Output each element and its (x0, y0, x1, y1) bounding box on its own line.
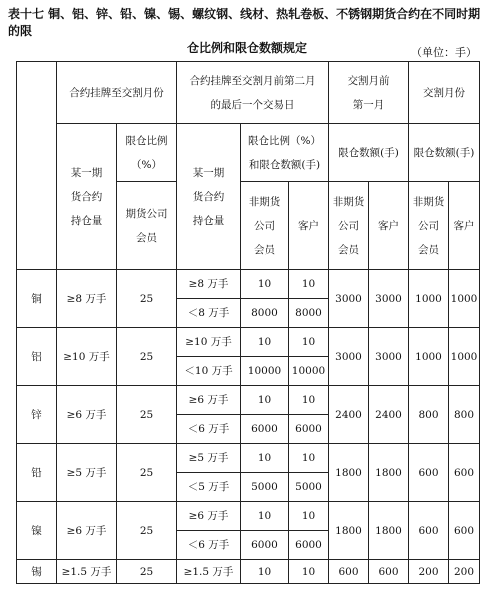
header-client-2: 客户 (369, 182, 409, 270)
title-line-1: 表十七 铜、铝、锌、铅、镍、锡、螺纹钢、线材、热轧卷板、不锈钢期货合约在不同时期的限 (8, 7, 481, 38)
metal-cell: 锌 (17, 386, 57, 444)
threshold-cell: ≥6 万手 (57, 386, 117, 444)
threshold-cell: ≥6 万手 (57, 502, 117, 560)
threshold-cell: ≥1.5 万手 (57, 560, 117, 584)
table-row (17, 328, 480, 357)
limit-value-cell: 10 (241, 444, 289, 473)
table-row (17, 502, 480, 531)
header-ratio: 限仓比例 （%） (117, 124, 177, 182)
limit-value-cell: 10 (289, 328, 329, 357)
metal-cell: 锡 (17, 560, 57, 584)
limit-value-cell: 10 (289, 270, 329, 299)
ratio-cell: 25 (117, 328, 177, 386)
header-ratio-and-limit: 限仓比例（%） 和限仓数额(手) (241, 124, 329, 182)
header-delivery-month: 交割月份 (409, 62, 480, 124)
delivery-month-non-futures: 800 (409, 386, 449, 444)
limit-value-cell: 10000 (241, 357, 289, 386)
ratio-cell: 25 (117, 386, 177, 444)
delivery-month-non-futures: 200 (409, 560, 449, 584)
delivery-month-client: 1000 (449, 328, 480, 386)
limit-value-cell: 10000 (289, 357, 329, 386)
before-month-client: 1800 (369, 502, 409, 560)
limit-value-cell: 10 (289, 444, 329, 473)
position-limit-table (16, 61, 480, 584)
delivery-month-non-futures: 600 (409, 444, 449, 502)
ratio-cell: 25 (117, 270, 177, 328)
ratio-cell: 25 (117, 560, 177, 584)
header-open-interest-2: 某一期 货合约 持仓量 (177, 124, 241, 270)
limit-value-cell: 8000 (241, 299, 289, 328)
delivery-month-client: 600 (449, 444, 480, 502)
limit-value-cell: 8000 (289, 299, 329, 328)
limit-value-cell: 10 (241, 270, 289, 299)
delivery-month-non-futures: 1000 (409, 328, 449, 386)
header-non-futures-member-3: 非期货 公司 会员 (409, 182, 449, 270)
sub-threshold-cell: ＜10 万手 (177, 357, 241, 386)
limit-value-cell: 10 (241, 386, 289, 415)
limit-value-cell: 6000 (241, 415, 289, 444)
limit-value-cell: 10 (241, 560, 289, 584)
limit-value-cell: 5000 (289, 473, 329, 502)
threshold-cell: ≥5 万手 (57, 444, 117, 502)
before-month-client: 600 (369, 560, 409, 584)
delivery-month-client: 600 (449, 502, 480, 560)
limit-value-cell: 10 (289, 502, 329, 531)
header-client-3: 客户 (449, 182, 480, 270)
metal-cell: 铅 (17, 444, 57, 502)
limit-value-cell: 6000 (241, 531, 289, 560)
before-month-client: 3000 (369, 328, 409, 386)
before-month-client: 2400 (369, 386, 409, 444)
delivery-month-non-futures: 1000 (409, 270, 449, 328)
header-before-delivery-month: 交割月前 第一月 (329, 62, 409, 124)
sub-threshold-cell: ＜6 万手 (177, 415, 241, 444)
ratio-cell: 25 (117, 444, 177, 502)
sub-threshold-cell: ≥8 万手 (177, 270, 241, 299)
before-month-non-futures: 3000 (329, 328, 369, 386)
header-limit-delivery-month: 限仓数额(手) (409, 124, 480, 182)
header-limit-before-month: 限仓数额(手) (329, 124, 409, 182)
limit-value-cell: 6000 (289, 415, 329, 444)
before-month-non-futures: 600 (329, 560, 369, 584)
limit-value-cell: 6000 (289, 531, 329, 560)
threshold-cell: ≥10 万手 (57, 328, 117, 386)
header-open-interest: 某一期 货合约 持仓量 (57, 124, 117, 270)
sub-threshold-cell: ＜8 万手 (177, 299, 241, 328)
sub-threshold-cell: ＜6 万手 (177, 531, 241, 560)
delivery-month-client: 1000 (449, 270, 480, 328)
unit-label: （单位：手） (411, 46, 477, 59)
before-month-non-futures: 1800 (329, 444, 369, 502)
sub-threshold-cell: ≥5 万手 (177, 444, 241, 473)
metal-cell: 铜 (17, 270, 57, 328)
header-listing-to-month: 合约挂牌至交割月份 (57, 62, 177, 124)
delivery-month-client: 200 (449, 560, 480, 584)
table-row (17, 444, 480, 473)
corner-cell (17, 62, 57, 270)
header-non-futures-member-1: 非期货 公司 会员 (241, 182, 289, 270)
limit-value-cell: 10 (241, 502, 289, 531)
before-month-client: 1800 (369, 444, 409, 502)
limit-value-cell: 5000 (241, 473, 289, 502)
before-month-non-futures: 2400 (329, 386, 369, 444)
sub-threshold-cell: ≥6 万手 (177, 502, 241, 531)
before-month-non-futures: 1800 (329, 502, 369, 560)
delivery-month-non-futures: 600 (409, 502, 449, 560)
limit-value-cell: 10 (289, 386, 329, 415)
ratio-cell: 25 (117, 502, 177, 560)
sub-threshold-cell: ≥10 万手 (177, 328, 241, 357)
threshold-cell: ≥8 万手 (57, 270, 117, 328)
sub-threshold-cell: ≥6 万手 (177, 386, 241, 415)
header-client-1: 客户 (289, 182, 329, 270)
limit-value-cell: 10 (241, 328, 289, 357)
table-row (17, 270, 480, 299)
sub-threshold-cell: ＜5 万手 (177, 473, 241, 502)
title-line-2: 仓比例和限仓数额规定 (186, 41, 307, 55)
before-month-non-futures: 3000 (329, 270, 369, 328)
before-month-client: 3000 (369, 270, 409, 328)
metal-cell: 镍 (17, 502, 57, 560)
delivery-month-client: 800 (449, 386, 480, 444)
header-futures-company-member: 期货公司 会员 (117, 182, 177, 270)
metal-cell: 铝 (17, 328, 57, 386)
header-non-futures-member-2: 非期货 公司 会员 (329, 182, 369, 270)
limit-value-cell: 10 (289, 560, 329, 584)
table-row (17, 386, 480, 415)
header-listing-to-before2: 合约挂牌至交割月前第二月 的最后一个交易日 (177, 62, 329, 124)
sub-threshold-cell: ≥1.5 万手 (177, 560, 241, 584)
